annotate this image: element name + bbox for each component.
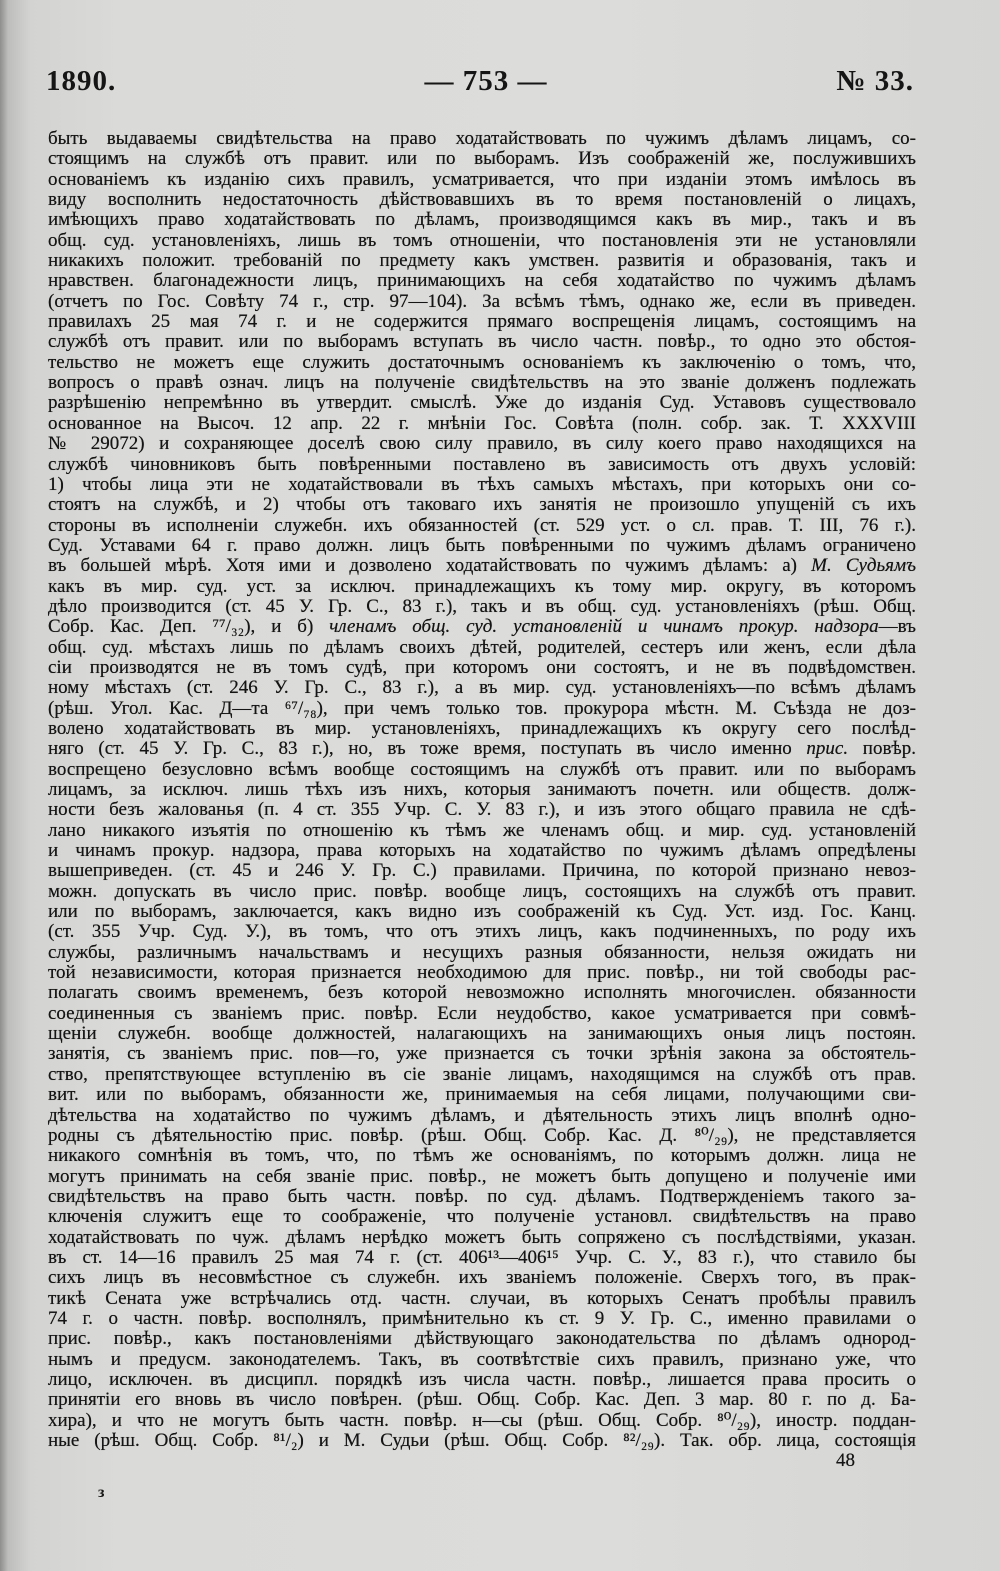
text-line (48, 556, 916, 576)
text-segment: повѣр. (848, 738, 916, 760)
text-line: стороны въ исполненіи служебн. ихъ обязанностей (ст. 529 уст. о сл. прав. Т. III, 76 г.). (48, 514, 916, 536)
text-line: вышеприведен. (ст. 45 и 246 У. Гр. С.) правилами. Причина, по которой признано невоз- (48, 860, 916, 882)
text-line: общ. суд. мѣстахъ лишь по дѣламъ своихъ дѣтей, родителей, сестеръ или женъ, если дѣла (48, 636, 916, 658)
text-line: можн. допускать въ число прис. повѣр. вообще лицъ, состоящихъ на службѣ отъ правит. (48, 880, 916, 902)
text-line: какъ въ мир. суд. уст. за исключ. принадлежащихъ къ тому мир. округу, въ которомъ (48, 575, 916, 597)
text-line: основаніемъ къ изданію сихъ правилъ, усматривается, что при изданіи этомъ имѣлось въ (48, 168, 916, 190)
text-line: принятіи его вновь въ число повѣрен. (рѣш. Общ. Собр. Кас. Деп. 3 мар. 80 г. по д. Ба- (48, 1389, 916, 1411)
text-line: волено ходатайствовать въ мир. установленіяхъ, принадлежащихъ къ округу сего послѣд- (48, 717, 916, 739)
text-line: въ ст. 14—16 правилъ 25 мая 74 г. (ст. 406¹³—406¹⁵ Учр. С. У., 83 г.), что ставило бы (48, 1246, 916, 1268)
text-line: тикѣ Сената уже встрѣчались отд. частн. случаи, въ которыхъ Сенатъ пробѣлы правилъ (48, 1287, 916, 1309)
text-line: воспрещено безусловно всѣмъ вообще состоящимъ на службѣ отъ правит. или по выборамъ (48, 758, 916, 780)
text-line: ство, препятствующее вступленію въ сіе званіе лицамъ, находящимся на службѣ отъ прав. (48, 1063, 916, 1085)
text-line: службы, различнымъ начальствамъ и несущихъ разныя обязанности, нельзя ожидать ни (48, 941, 916, 963)
text-line: общ. суд. установленіяхъ, лишь въ томъ отношеніи, что постановленія эти не установляли (48, 229, 916, 251)
text-line: Суд. Уставами 64 г. право должн. лицъ быть повѣренными по чужимъ дѣламъ ограничено (48, 534, 916, 556)
text-line: сіи производятся не въ томъ судѣ, при которомъ они состоятъ, и не въ подвѣдомствен. (48, 656, 916, 678)
text-line: ходатайствовать по чуж. дѣламъ нерѣдко можетъ быть сопряжено съ послѣдствіями, указан. (48, 1226, 916, 1248)
text-line: дѣло производится (ст. 45 У. Гр. С., 83 г.), такъ и въ общ. суд. установленіяхъ (рѣш. Общ. (48, 595, 916, 617)
text-line: дѣтельства на ходатайство по чужимъ дѣламъ, и дѣятельность этихъ лицъ вполнѣ одно- (48, 1104, 916, 1126)
text-line: лано никакого изъятія по отношенію къ тѣмъ же членамъ общ. и мир. суд. установленій (48, 819, 916, 841)
text-line: вит. или по выборамъ, обязанности же, принимаемыя на себя лицами, получающими сви- (48, 1084, 916, 1106)
text-line: свидѣтельствъ на право быть частн. повѣр. по суд. дѣламъ. Подтвержденіемъ такого за- (48, 1185, 916, 1207)
text-line: нымъ и предусм. законодателемъ. Такъ, въ соотвѣтствіе сихъ правилъ, признано уже, что (48, 1348, 916, 1370)
text-line: хира), и что не могутъ быть частн. повѣр. н—сы (рѣш. Общ. Собр. ⁸⁰/₂₉), иностр. поддан- (48, 1409, 916, 1431)
text-line: той независимости, которая признается необходимою для прис. повѣр., ни той свободы рас- (48, 962, 916, 984)
text-line: (рѣш. Угол. Кас. Д—та ⁶⁷/₇₈), при чемъ только тов. прокурора мѣстн. М. Съѣзда не доз- (48, 697, 916, 719)
text-line: (ст. 355 Учр. Суд. У.), въ томъ, что отъ этихъ лицъ, какъ подчиненныхъ, по роду ихъ (48, 921, 916, 943)
text-line: могутъ принимать на себя званіе прис. повѣр., не можетъ быть допущено и полученіе ими (48, 1165, 916, 1187)
text-line: соединенныя съ званіемъ прис. повѣр. Если неудобство, какое усматривается при совмѣ- (48, 1002, 916, 1024)
text-line: родны съ дѣятельностію прис. повѣр. (рѣш. Общ. Собр. Кас. Д. ⁸⁰/₂₉), не представляется (48, 1124, 916, 1146)
text-line: ные (рѣш. Общ. Собр. ⁸¹/₂) и М. Судьи (рѣш. Общ. Собр. ⁸²/₂₉). Так. обр. лица, состоящія (48, 1430, 916, 1451)
text-line: ности безъ жалованья (п. 4 ст. 355 Учр. С. У. 83 г.), и изъ этого общаго правила не сдѣ- (48, 799, 916, 821)
emphasis-text: прис. (806, 738, 849, 760)
text-line: основанное на Высоч. 12 апр. 22 г. мнѣніи Гос. Совѣта (полн. собр. зак. Т. XXXVIII (48, 412, 916, 434)
text-line: лицамъ, за исключ. лишь тѣхъ изъ нихъ, которыя занимаютъ почетн. или обществ. долж- (48, 779, 916, 800)
text-line: лицо, исключен. въ дисципл. порядкѣ изъ числа частн. повѣр., лишается права просить о (48, 1368, 916, 1390)
emphasis-text: членамъ общ. суд. установленій и чинамъ прокур. надзора (329, 616, 879, 638)
text-line: 1) чтобы лица эти не ходатайствовали въ тѣхъ самыхъ мѣстахъ, при которыхъ они со- (48, 473, 916, 495)
text-line: правилахъ 25 мая 74 г. и не содержится прямаго воспрещенія лицамъ, состоящимъ на (48, 311, 916, 333)
text-line: ключенія служитъ еще то соображеніе, что полученіе установл. свидѣтельствъ на право (48, 1206, 916, 1228)
text-line: тельство не можетъ еще служить достаточнымъ основаніемъ къ заключенію о томъ, что, (48, 351, 916, 373)
text-segment: Собр. Кас. Деп. ⁷⁷/₃₂), и б) (48, 616, 330, 638)
body-text (48, 129, 916, 1451)
text-line (48, 739, 916, 759)
header-issue-number: № 33. (836, 65, 914, 97)
text-line: нравствен. благонадежности лицъ, принимающихъ на себя ходатайство по чужимъ дѣламъ (48, 270, 916, 292)
text-line: службѣ чиновниковъ быть повѣренными поставлено въ зависимость отъ двухъ условій: (48, 453, 916, 475)
text-line: имѣющихъ право ходатайствовать по дѣламъ, производящимся какъ въ мир., такъ и въ (48, 209, 916, 231)
text-line: разрѣшенію непремѣнно въ утвердит. смыслѣ. Уже до изданія Суд. Уставовъ существовало (48, 392, 916, 414)
text-line: виду восполнить недостаточность дѣйствовавшихъ въ то время постановленій о лицахъ, (48, 189, 916, 211)
page-header (0, 0, 1000, 110)
text-line: службѣ отъ правит. или по выборамъ вступать въ число частн. повѣр., то одно это обстоя- (48, 331, 916, 353)
text-line: никакихъ положит. требованій по предмету какъ умствен. развитія и образованія, такъ и (48, 250, 916, 272)
text-line: и чинамъ прокур. надзора, права которыхъ на ходатайство по чужимъ дѣламъ опредѣлены (48, 840, 916, 862)
text-line: занятія, съ званіемъ прис. пов—го, уже признается съ точки зрѣнія закона за обстоятель- (48, 1043, 916, 1065)
text-line: или по выборамъ, заключается, какъ видно изъ соображеній къ Суд. Уст. изд. Гос. Канц. (48, 901, 916, 923)
text-segment: —въ (878, 616, 916, 638)
text-line: никакого сомнѣнія въ томъ, что, по тѣмъ же основаніямъ, по которымъ должн. лица не (48, 1145, 916, 1167)
text-line: (отчетъ по Гос. Совѣту 74 г., стр. 97—104). За всѣмъ тѣмъ, однако же, если въ приведен. (48, 290, 916, 312)
text-line: прис. повѣр., какъ постановленіями дѣйствующаго законодательства по дѣламъ однород- (48, 1328, 916, 1350)
header-page-number: — 753 — (424, 65, 548, 97)
text-line: стоятъ на службѣ, и 2) чтобы отъ таковаго ихъ занятія не произошло упущеній съ ихъ (48, 494, 916, 516)
text-line: щеніи служебн. вообще должностей, налагающихъ на занимающихъ оныя лицъ постоян. (48, 1023, 916, 1045)
header-year: 1890. (46, 65, 117, 97)
text-line: полагать своимъ временемъ, безъ которой невозможно исполнять многочислен. обязанности (48, 982, 916, 1004)
text-line: сихъ лицъ въ несовмѣстное съ служебн. ихъ званіемъ положеніе. Сверхъ того, въ прак- (48, 1267, 916, 1289)
text-line: 74 г. о частн. повѣр. восполнялъ, примѣнительно къ ст. 9 У. Гр. С., именно правилами о (48, 1307, 916, 1329)
text-line: ному мѣстахъ (ст. 246 У. Гр. С., 83 г.), а въ мир. суд. установленіяхъ—по всѣмъ дѣламъ (48, 677, 916, 699)
signature-mark: 48 (836, 1450, 855, 1471)
emphasis-text: М. Судьямъ (811, 555, 916, 577)
text-line (48, 617, 916, 637)
text-line: стоящимъ на службѣ отъ правит. или по выборамъ. Изъ соображеній же, послужившихъ (48, 148, 916, 170)
text-line: № 29072) и сохраняющее доселѣ свою силу правило, въ силу коего право находящихся на (48, 433, 916, 455)
text-line: вопросъ о правѣ означ. лицъ на полученіе свидѣтельствъ на это званіе долженъ подлежать (48, 372, 916, 394)
text-segment: няго (ст. 45 У. Гр. С., 83 г.), но, въ тоже время, поступать въ число именно (48, 738, 807, 760)
text-line: быть выдаваемы свидѣтельства на право ходатайствовать по чужимъ дѣламъ лицамъ, со- (48, 128, 916, 149)
margin-mark: з (98, 1484, 105, 1501)
text-segment: въ большей мѣрѣ. Хотя ими и дозволено ходатайствовать по чужимъ дѣламъ: а) (48, 555, 812, 577)
